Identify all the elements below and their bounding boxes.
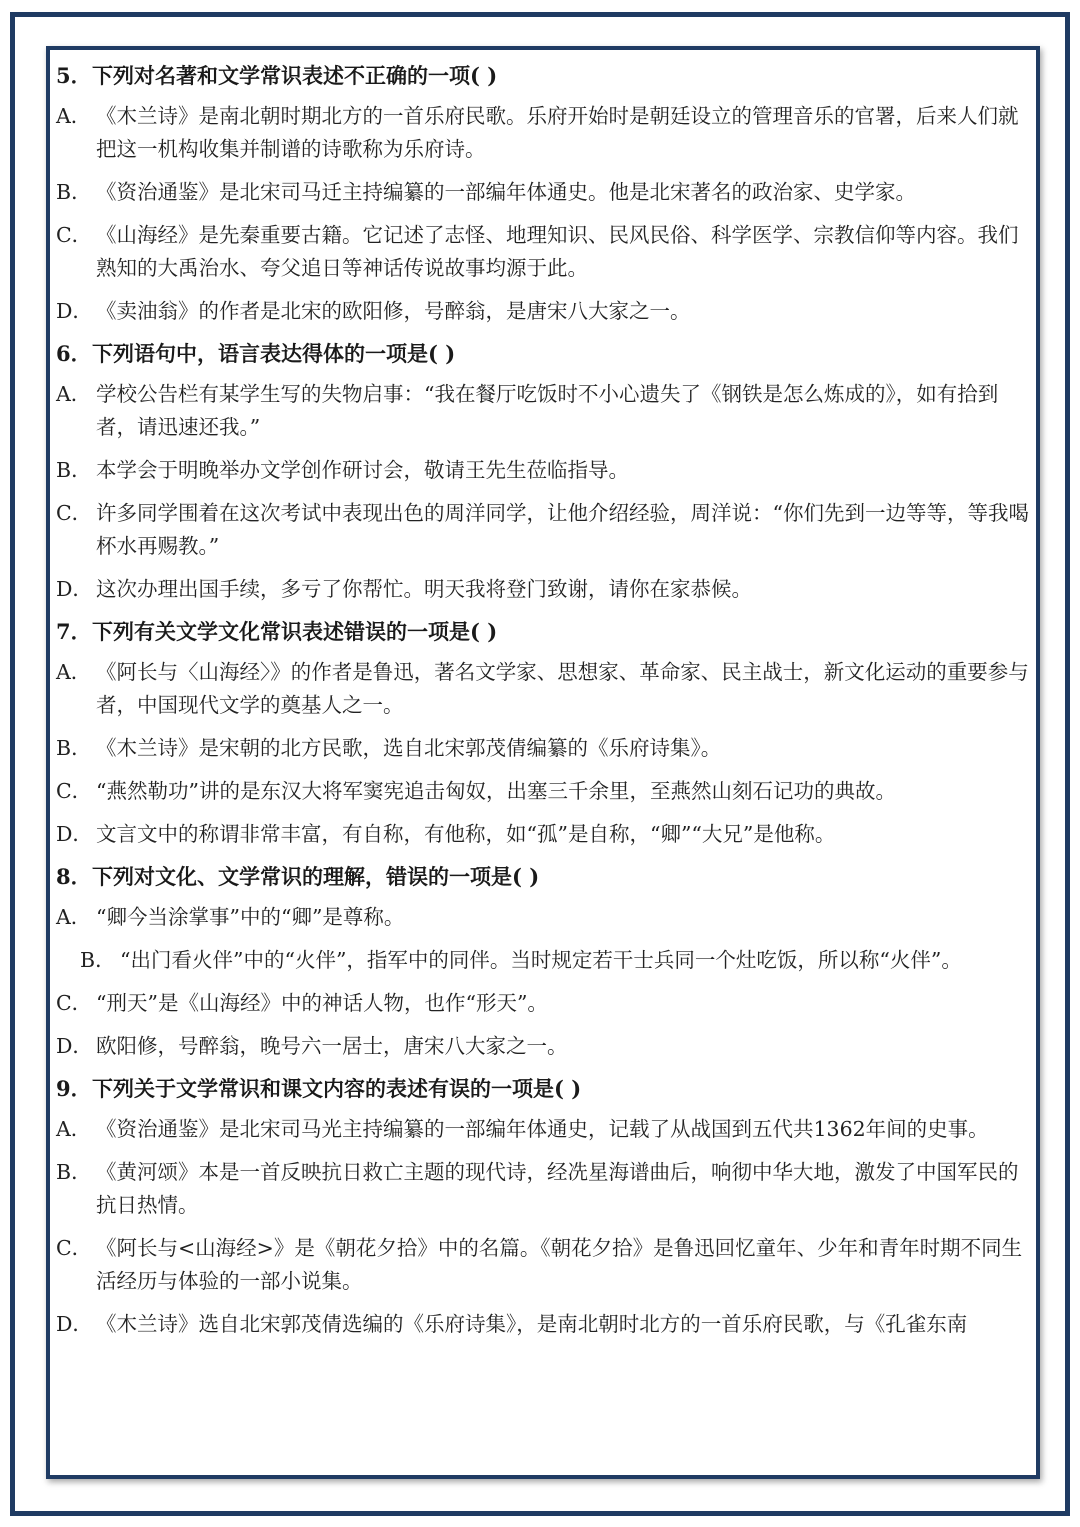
option-text: 《阿长与〈山海经〉》的作者是鲁迅，著名文学家、思想家、革命家、民主战士，新文化运动的重要参与者，中国现代文学的奠基人之一。: [96, 660, 1029, 717]
option-letter: C．: [56, 1236, 93, 1260]
option-text: 《山海经》是先秦重要古籍。它记述了志怪、地理知识、民风民俗、科学医学、宗教信仰等内容。我们熟知的大禹治水、夸父追日等神话传说故事均源于此。: [96, 223, 1019, 280]
option-text: 这次办理出国手续，多亏了你帮忙。明天我将登门致谢，请你在家恭候。: [96, 577, 752, 601]
question-number: 7．: [56, 619, 92, 644]
option-b: [56, 732, 1032, 765]
question-title: [56, 338, 1032, 370]
question-text: 下列关于文学常识和课文内容的表述有误的一项是( ): [92, 1076, 582, 1101]
option-letter: C．: [56, 223, 93, 247]
question-title: [56, 861, 1032, 893]
option-letter: B．: [56, 458, 92, 482]
option-text: 《木兰诗》是宋朝的北方民歌，选自北宋郭茂倩编纂的《乐府诗集》。: [96, 736, 722, 760]
option-a: [56, 100, 1032, 166]
question-title: [56, 60, 1032, 92]
question-title: [56, 1073, 1032, 1105]
option-letter: C．: [56, 779, 93, 803]
option-text: “燕然勒功”讲的是东汉大将军窦宪追击匈奴，出塞三千余里，至燕然山刻石记功的典故。: [96, 779, 896, 803]
question-number: 8．: [56, 864, 92, 889]
option-c: [56, 987, 1032, 1020]
option-c: [56, 1232, 1032, 1298]
option-text: 《木兰诗》选自北宋郭茂倩选编的《乐府诗集》，是南北朝时北方的一首乐府民歌，与《孔雀东南: [96, 1312, 968, 1336]
option-letter: B．: [80, 948, 116, 972]
option-letter: D．: [56, 1312, 93, 1336]
option-letter: C．: [56, 501, 93, 525]
option-d: [56, 573, 1032, 606]
question-list: [56, 60, 1032, 1351]
option-letter: D．: [56, 822, 93, 846]
worksheet-panel: [46, 46, 1040, 1479]
option-letter: B．: [56, 736, 92, 760]
question-title: [56, 616, 1032, 648]
option-d: [56, 295, 1032, 328]
option-b: [56, 454, 1032, 487]
option-letter: A．: [56, 660, 92, 684]
option-d: [56, 1308, 1032, 1341]
question-8: [56, 861, 1032, 1063]
question-text: 下列语句中，语言表达得体的一项是( ): [92, 341, 456, 366]
option-b: [56, 176, 1032, 209]
option-text: 许多同学围着在这次考试中表现出色的周洋同学，让他介绍经验，周洋说：“你们先到一边等等，等我喝杯水再赐教。”: [96, 501, 1029, 558]
option-text: 《资治通鉴》是北宋司马光主持编纂的一部编年体通史，记载了从战国到五代共1362年间的史事。: [96, 1117, 989, 1141]
option-text: 文言文中的称谓非常丰富，有自称，有他称，如“孤”是自称，“卿”“大兄”是他称。: [96, 822, 836, 846]
question-6: [56, 338, 1032, 606]
option-text: 《卖油翁》的作者是北宋的欧阳修，号醉翁，是唐宋八大家之一。: [96, 299, 691, 323]
option-a: [56, 656, 1032, 722]
question-9: [56, 1073, 1032, 1341]
option-letter: D．: [56, 577, 93, 601]
question-number: 6．: [56, 341, 92, 366]
option-text: “卿今当涂掌事”中的“卿”是尊称。: [96, 905, 405, 929]
option-letter: A．: [56, 1117, 92, 1141]
question-text: 下列对名著和文学常识表述不正确的一项( ): [92, 63, 498, 88]
option-letter: D．: [56, 1034, 93, 1058]
option-letter: B．: [56, 180, 92, 204]
option-a: [56, 1113, 1032, 1146]
option-d: [56, 818, 1032, 851]
question-number: 5．: [56, 63, 92, 88]
option-letter: B．: [56, 1160, 92, 1184]
option-text: 《资治通鉴》是北宋司马迁主持编纂的一部编年体通史。他是北宋著名的政治家、史学家。: [96, 180, 916, 204]
option-b: [56, 944, 1032, 977]
option-c: [56, 219, 1032, 285]
option-text: 《黄河颂》本是一首反映抗日救亡主题的现代诗，经冼星海谱曲后，响彻中华大地，激发了中国军民的抗日热情。: [96, 1160, 1019, 1217]
option-letter: A．: [56, 382, 92, 406]
option-c: [56, 497, 1032, 563]
question-5: [56, 60, 1032, 328]
option-a: [56, 378, 1032, 444]
option-c: [56, 775, 1032, 808]
option-text: 本学会于明晚举办文学创作研讨会，敬请王先生莅临指导。: [96, 458, 629, 482]
option-letter: A．: [56, 104, 92, 128]
option-text: 《阿长与<山海经>》是《朝花夕拾》中的名篇。《朝花夕拾》是鲁迅回忆童年、少年和青年时期不同生活经历与体验的一部小说集。: [96, 1236, 1023, 1293]
question-7: [56, 616, 1032, 851]
option-letter: A．: [56, 905, 92, 929]
option-text: “出门看火伴”中的“火伴”，指军中的同伴。当时规定若干士兵同一个灶吃饭，所以称“火伴”。: [120, 948, 962, 972]
option-text: 学校公告栏有某学生写的失物启事：“我在餐厅吃饭时不小心遗失了《钢铁是怎么炼成的》，如有拾到者，请迅速还我。”: [96, 382, 999, 439]
option-letter: D．: [56, 299, 93, 323]
option-a: [56, 901, 1032, 934]
question-text: 下列对文化、文学常识的理解，错误的一项是( ): [92, 864, 540, 889]
option-text: 《木兰诗》是南北朝时期北方的一首乐府民歌。乐府开始时是朝廷设立的管理音乐的官署，后来人们就把这一机构收集并制谱的诗歌称为乐府诗。: [96, 104, 1019, 161]
option-text: “刑天”是《山海经》中的神话人物，也作“形天”。: [96, 991, 548, 1015]
option-b: [56, 1156, 1032, 1222]
option-d: [56, 1030, 1032, 1063]
option-text: 欧阳修，号醉翁，晚号六一居士，唐宋八大家之一。: [96, 1034, 568, 1058]
question-number: 9．: [56, 1076, 92, 1101]
option-letter: C．: [56, 991, 93, 1015]
question-text: 下列有关文学文化常识表述错误的一项是( ): [92, 619, 498, 644]
